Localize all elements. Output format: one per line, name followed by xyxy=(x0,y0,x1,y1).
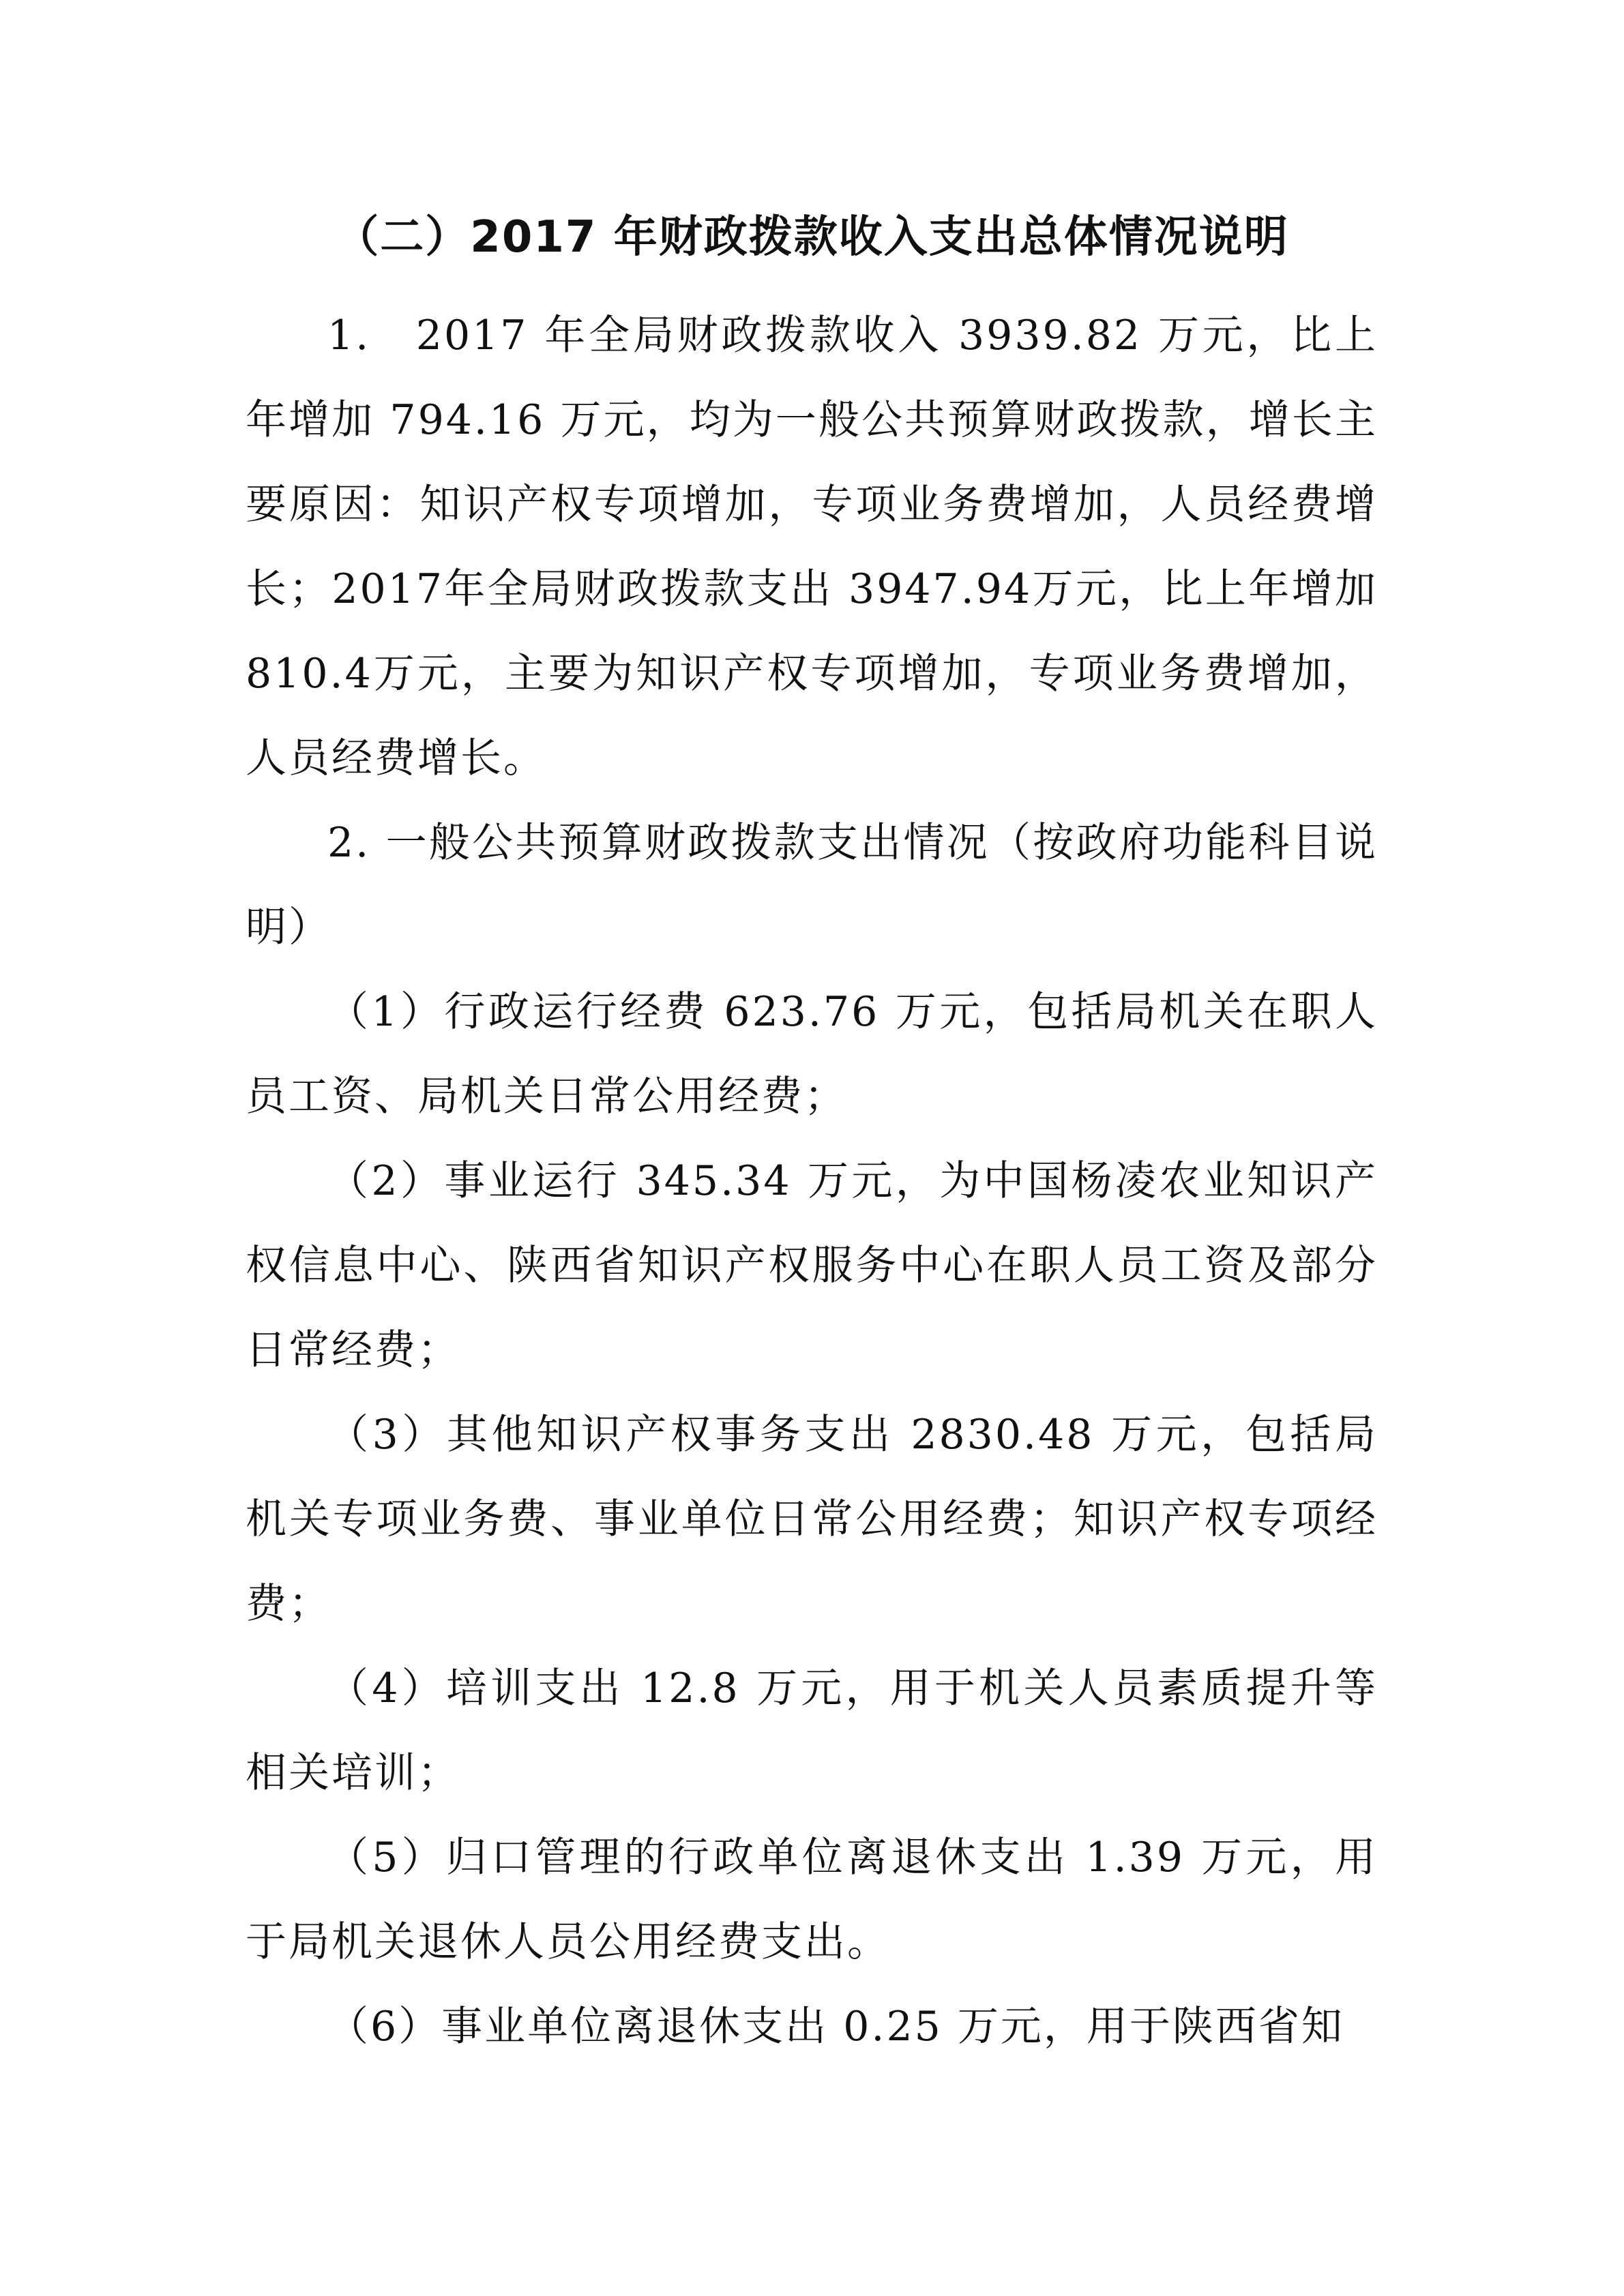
section-title: （二）2017 年财政拨款收入支出总体情况说明 xyxy=(335,212,1289,263)
paragraph-item-4: （4）培训支出 12.8 万元，用于机关人员素质提升等相关培训； xyxy=(246,1665,1378,1797)
paragraph-item-5: （5）归口管理的行政单位离退休支出 1.39 万元，用于局机关退休人员公用经费支出。 xyxy=(246,1834,1378,1966)
paragraph-revenue-summary: 1. 2017 年全局财政拨款收入 3939.82 万元，比上年增加 794.16 万元，均为一般公共预算财政拨款，增长主要原因：知识产权专项增加，专项业务费增加，人员经费增长；2017年全局财政拨款支出 3947.94万元，比上年增加810.4万元，主要为知识产权专项增加，专项业务费增加，人员经费增长。 xyxy=(246,312,1378,782)
paragraph-expenditure-heading: 2. 一般公共预算财政拨款支出情况（按政府功能科目说明） xyxy=(246,819,1378,951)
paragraph-item-2: （2）事业运行 345.34 万元，为中国杨凌农业知识产权信息中心、陕西省知识产权服务中心在职人员工资及部分日常经费； xyxy=(246,1157,1378,1374)
paragraph-item-1: （1）行政运行经费 623.76 万元，包括局机关在职人员工资、局机关日常公用经费； xyxy=(246,988,1378,1120)
document-body xyxy=(246,293,1378,2069)
paragraph-item-6: （6）事业单位离退休支出 0.25 万元，用于陕西省知 xyxy=(327,2003,1344,2051)
paragraph-item-3: （3）其他知识产权事务支出 2830.48 万元，包括局机关专项业务费、事业单位日常公用经费；知识产权专项经费； xyxy=(246,1411,1378,1628)
